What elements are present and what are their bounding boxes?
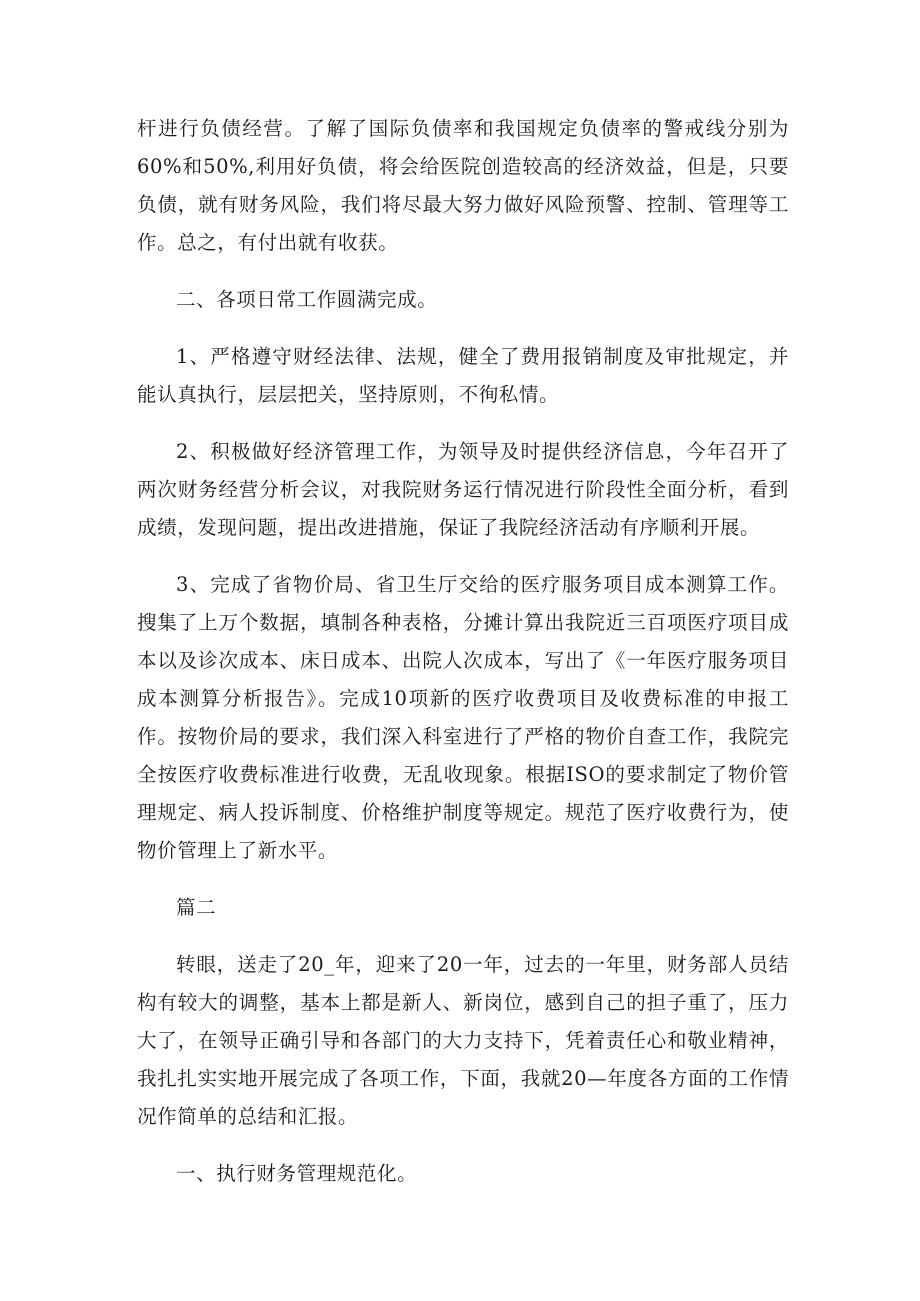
paragraph-debt-management: 杆进行负债经营。了解了国际负债率和我国规定负债率的警戒线分别为60%和50%,利用好负债，将会给医院创造较高的经济效益，但是，只要负债，就有财务风险，我们将尽最大努力做好风险预警、控制、管理等工作。总之，有付出就有收获。 [137,117,789,254]
paragraph-item-2: 2、积极做好经济管理工作，为领导及时提供经济信息，今年召开了两次财务经营分析会议，对我院财务运行情况进行阶段性全面分析，看到成绩，发现问题，提出改进措施，保证了我院经济活动有序顺利开展。 [137,440,789,539]
paragraph-item-1: 1、严格遵守财经法律、法规，健全了费用报销制度及审批规定，并能认真执行，层层把关，坚持原则，不徇私情。 [137,345,789,406]
chapter-heading-part-two: 篇二 [176,896,217,919]
paragraph-part-two-intro: 转眼，送走了20_年，迎来了20一年，过去的一年里，财务部人员结构有较大的调整，基本上都是新人、新岗位，感到自己的担子重了，压力大了，在领导正确引导和各部门的大力支持下，凭着责任心和敬业精神，我扎扎实实地开展完成了各项工作，下面，我就20—年度各方面的工作情况作简单的总结和汇报。 [137,953,789,1128]
section-heading-financial-management: 一、执行财务管理规范化。 [176,1162,418,1185]
document-body [137,110,789,1212]
paragraph-item-3: 3、完成了省物价局、省卫生厅交给的医疗服务项目成本测算工作。搜集了上万个数据，填制各种表格，分摊计算出我院近三百项医疗项目成本以及诊次成本、床日成本、出院人次成本，写出了《一年医疗服务项目成本测算分析报告》。完成10项新的医疗收费项目及收费标准的申报工作。按物价局的要求，我们深入科室进行了严格的物价自查工作，我院完全按医疗收费标准进行收费，无乱收现象。根据ISO的要求制定了物价管理规定、病人投诉制度、价格维护制度等规定。规范了医疗收费行为，使物价管理上了新水平。 [137,573,789,862]
section-heading-daily-work: 二、各项日常工作圆满完成。 [176,288,438,311]
